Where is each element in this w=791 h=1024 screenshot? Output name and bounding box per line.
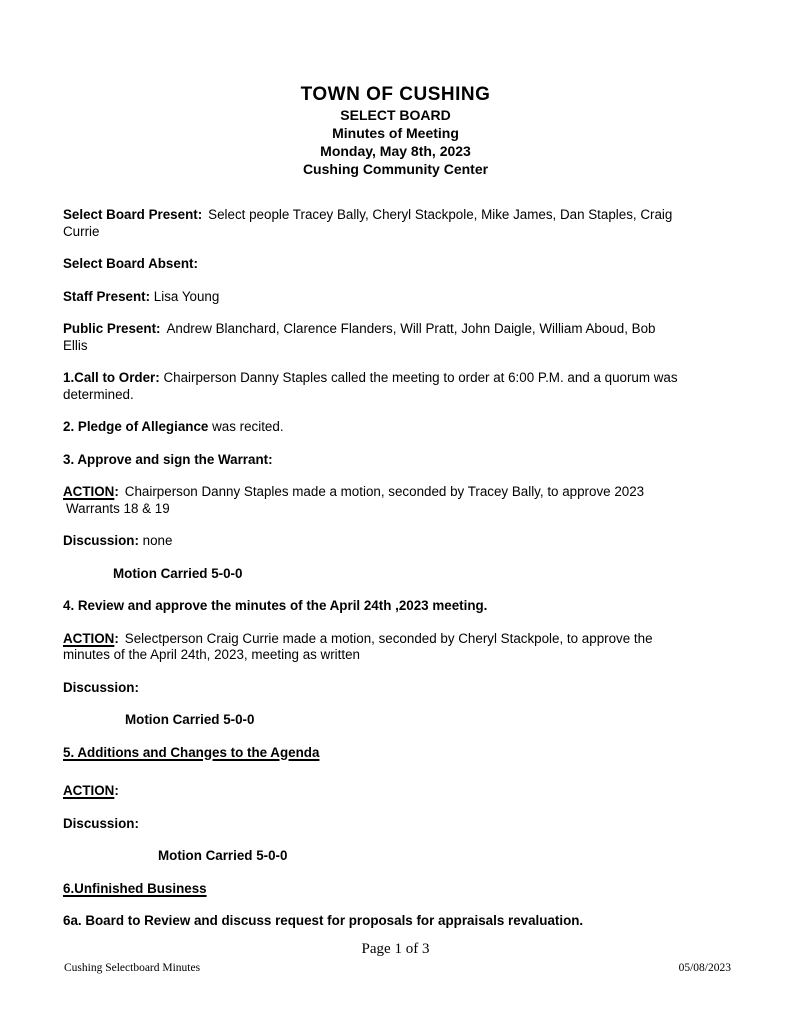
document-subtitle-board: SELECT BOARD (340, 107, 451, 123)
paragraph-pledge (63, 419, 728, 436)
document-date: Monday, May 8th, 2023 (320, 143, 471, 159)
paragraph-board-present (63, 207, 728, 240)
action-4-text-line2: minutes of the April 24th, 2023, meeting as written (63, 647, 360, 662)
paragraph-discussion-3 (63, 533, 728, 550)
discussion-5-label: Discussion: (63, 815, 139, 831)
action-3-text-line2: Warrants 18 & 19 (66, 500, 170, 516)
action-3-label: ACTION (63, 484, 115, 499)
discussion-4-label: Discussion: (63, 679, 139, 695)
public-present-label: Public Present: (63, 321, 161, 336)
page-number: Page 1 of 3 (361, 941, 430, 957)
paragraph-action-3 (63, 484, 728, 517)
board-present-text-line2: Currie (63, 223, 100, 239)
paragraph-staff-present (63, 289, 728, 306)
pledge-label: 2. Pledge of Allegiance (63, 419, 209, 434)
paragraph-motion-4 (125, 712, 728, 729)
footer-date: 05/08/2023 (678, 962, 731, 974)
staff-present-text: Lisa Young (153, 288, 220, 304)
footer-document-name: Cushing Selectboard Minutes (64, 962, 201, 974)
action-3-text-line1: Chairperson Danny Staples made a motion, seconded by Tracey Bally, to approve 2023 (124, 484, 645, 499)
paragraph-motion-3 (113, 566, 728, 583)
pledge-text: was recited. (212, 419, 284, 434)
warrant-heading-text: 3. Approve and sign the Warrant: (63, 451, 273, 467)
action-4-colon: : (114, 630, 119, 646)
agenda-heading-text: 5. Additions and Changes to the Agenda (63, 744, 320, 760)
action-3-colon: : (114, 484, 119, 499)
paragraph-unfinished-heading (63, 881, 728, 898)
motion-3-text: Motion Carried 5-0-0 (113, 565, 243, 581)
call-to-order-text-line1: Chairperson Danny Staples called the meeting to order at 6:00 P.M. and a quorum was (163, 370, 678, 385)
board-present-label: Select Board Present: (63, 207, 203, 222)
paragraph-action-5 (63, 783, 728, 800)
action-4-label: ACTION (63, 630, 115, 646)
motion-4-text: Motion Carried 5-0-0 (125, 712, 255, 727)
document-body (63, 207, 728, 930)
paragraph-minutes-heading (63, 598, 728, 615)
board-present-text-line1: Select people Tracey Bally, Cheryl Stackpole, Mike James, Dan Staples, Craig (208, 207, 673, 222)
document-location: Cushing Community Center (302, 161, 489, 177)
unfinished-heading-text: 6.Unfinished Business (63, 880, 207, 896)
paragraph-warrant-heading (63, 452, 728, 469)
action-5-colon: : (114, 783, 119, 798)
paragraph-discussion-5 (63, 816, 728, 833)
paragraph-public-present (63, 321, 728, 354)
document-subtitle-minutes: Minutes of Meeting (332, 125, 459, 141)
paragraph-motion-5 (158, 848, 728, 865)
paragraph-board-absent (63, 256, 728, 273)
motion-5-text: Motion Carried 5-0-0 (158, 848, 288, 863)
page-footer (64, 962, 731, 974)
paragraph-action-4 (63, 631, 728, 664)
paragraph-discussion-4 (63, 680, 728, 697)
staff-present-label: Staff Present: (63, 288, 151, 304)
document-title: TOWN OF CUSHING (300, 84, 491, 105)
minutes-heading-text: 4. Review and approve the minutes of the April 24th ,2023 meeting. (63, 598, 488, 613)
paragraph-item-6a (63, 913, 728, 930)
board-absent-label: Select Board Absent: (63, 256, 198, 271)
call-to-order-label: 1.Call to Order: (63, 370, 160, 385)
action-4-text-line1: Selectperson Craig Currie made a motion, seconded by Cheryl Stackpole, to approve the (124, 630, 653, 646)
paragraph-agenda-heading (63, 745, 728, 762)
paragraph-call-to-order (63, 370, 728, 403)
document-header (63, 84, 728, 178)
discussion-3-text: none (142, 533, 173, 548)
public-present-text-line2: Ellis (63, 337, 88, 353)
action-5-label: ACTION (63, 783, 115, 798)
public-present-text-line1: Andrew Blanchard, Clarence Flanders, Will Pratt, John Daigle, William Aboud, Bob (166, 321, 656, 336)
call-to-order-text-line2: determined. (63, 386, 134, 402)
item-6a-text: 6a. Board to Review and discuss request for proposals for appraisals revaluation. (63, 913, 584, 928)
discussion-3-label: Discussion: (63, 533, 139, 548)
